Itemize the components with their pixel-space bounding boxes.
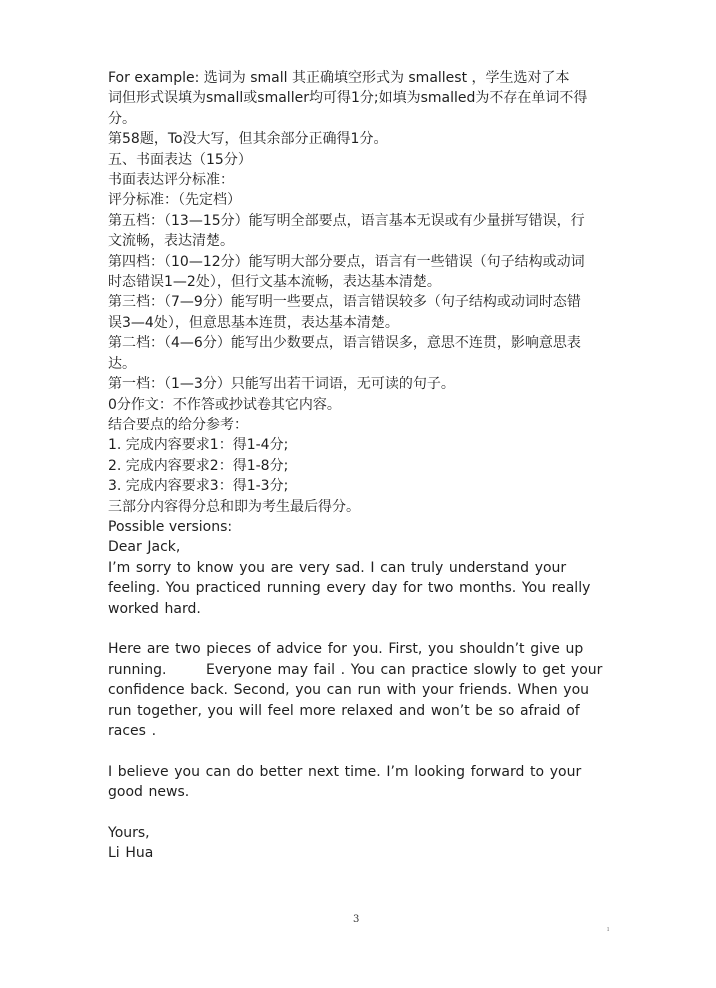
text-line: 词但形式误填为small或smaller均可得1分;如填为smalled为不存在单词不得 bbox=[108, 90, 588, 107]
letter-line: I’m sorry to know you are very sad. I can truly understand your bbox=[108, 559, 567, 576]
text-line: 误3—4处），但意思基本连贯，表达基本清楚。 bbox=[108, 314, 399, 331]
text-line: 时态错误1—2处），但行文基本流畅，表达基本清楚。 bbox=[108, 274, 441, 291]
paragraph-gap bbox=[108, 619, 613, 639]
text-line: 0分作文：不作答或抄试卷其它内容。 bbox=[108, 396, 341, 413]
grading-section bbox=[108, 68, 613, 537]
list-item: 2. 完成内容要求2：得1-8分; bbox=[108, 457, 289, 474]
text-line: 第五档：（13—15分）能写明全部要点，语言基本无误或有少量拼写错误，行 bbox=[108, 212, 585, 229]
paragraph-gap bbox=[108, 741, 613, 761]
text-line: 第58题，To没大写，但其余部分正确得1分。 bbox=[108, 131, 388, 148]
letter-line: running. Everyone may fail . You can practice slowly to get your bbox=[108, 661, 603, 678]
text-line: 分。 bbox=[108, 110, 136, 127]
letter-line: I believe you can do better next time. I’m looking forward to your bbox=[108, 763, 582, 780]
letter-signature: Li Hua bbox=[108, 845, 154, 862]
page-number: 3 bbox=[353, 914, 360, 925]
text-line: 文流畅，表达清楚。 bbox=[108, 233, 234, 250]
letter-line: run together, you will feel more relaxed and won’t be so afraid of bbox=[108, 702, 580, 719]
list-item: 1. 完成内容要求1：得1-4分; bbox=[108, 437, 289, 454]
letter-line: feeling. You practiced running every day for two months. You really bbox=[108, 580, 591, 597]
list-item: 3. 完成内容要求3：得1-3分; bbox=[108, 478, 289, 495]
text-line: For example: 选词为 small 其正确填空形式为 smallest ，学生选对了本 bbox=[108, 70, 570, 86]
letter-greeting: Dear Jack, bbox=[108, 539, 181, 556]
text-line: 三部分内容得分总和即为考生最后得分。 bbox=[108, 498, 360, 515]
paragraph-gap bbox=[108, 803, 613, 823]
section-heading: 五、书面表达（15分） bbox=[108, 151, 252, 168]
letter-line: good news. bbox=[108, 784, 190, 801]
text-line: 第三档：（7—9分）能写明一些要点，语言错误较多（句子结构或动词时态错 bbox=[108, 294, 581, 311]
text-line: 达。 bbox=[108, 355, 136, 372]
text-line: Possible versions: bbox=[108, 518, 233, 535]
letter-line: Here are two pieces of advice for you. First, you shouldn’t give up bbox=[108, 641, 584, 658]
document-page bbox=[108, 68, 613, 864]
corner-mark: ı bbox=[607, 925, 610, 933]
sample-letter bbox=[108, 537, 613, 863]
letter-closing: Yours, bbox=[108, 824, 150, 841]
text-line: 评分标准：（先定档） bbox=[108, 192, 241, 209]
text-line: 结合要点的给分参考： bbox=[108, 416, 248, 433]
letter-line: races . bbox=[108, 722, 157, 739]
letter-line: confidence back. Second, you can run with your friends. When you bbox=[108, 682, 590, 699]
text-line: 第四档：（10—12分）能写明大部分要点，语言有一些错误（句子结构或动词 bbox=[108, 253, 585, 270]
text-line: 书面表达评分标准： bbox=[108, 172, 234, 189]
text-line: 第二档：（4—6分）能写出少数要点，语言错误多，意思不连贯，影响意思表 bbox=[108, 335, 581, 352]
letter-line: worked hard. bbox=[108, 600, 201, 617]
text-line: 第一档：（1—3分）只能写出若干词语，无可读的句子。 bbox=[108, 376, 455, 393]
